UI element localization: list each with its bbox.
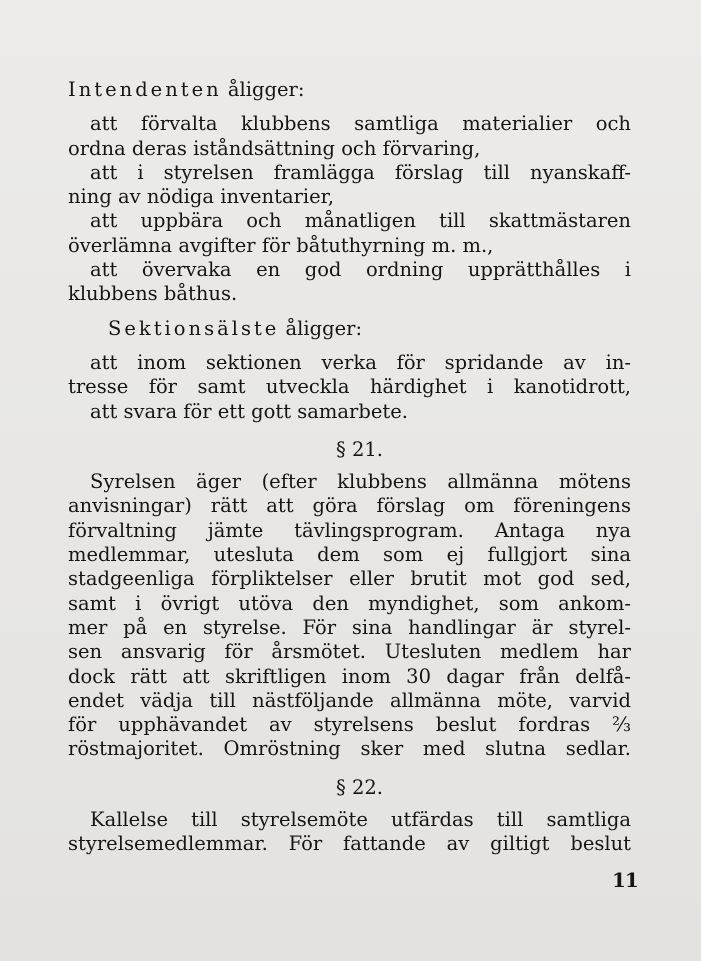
text-line: att uppbära och månatligen till skattmästaren: [90, 209, 631, 233]
text-line: endet vädja till nästföljande allmänna möte, varvid: [68, 688, 631, 712]
text-line: att i styrelsen framlägga förslag till nyanskaff-: [90, 160, 631, 184]
section-heading: § 21.: [336, 437, 383, 461]
text-line: för upphävandet av styrelsens beslut fordras ⅔: [68, 713, 631, 737]
text-line: mer på en styrelse. För sina handlingar är styrel-: [68, 615, 631, 639]
intendent-heading: Intendenten åligger:: [68, 78, 305, 101]
text-line: medlemmar, utesluta dem som ej fullgjort sina: [68, 543, 631, 567]
text-line: att svara för ett gott samarbete.: [90, 399, 408, 423]
text-line: dock rätt att skriftligen inom 30 dagar från delfå-: [68, 664, 631, 688]
text-line: att övervaka en god ordning upprätthålles i: [90, 258, 631, 282]
text-line: ordna deras iståndsättning och förvaring,: [68, 136, 481, 160]
text-line: klubbens båthus.: [68, 282, 238, 306]
text-line: förvaltning jämte tävlingsprogram. Antaga nya: [68, 518, 631, 542]
page-number: 11: [612, 868, 638, 892]
text-line: samt i övrigt utöva den myndighet, som ankom-: [68, 591, 631, 615]
text-line: röstmajoritet. Omröstning sker med slutna sedlar.: [68, 737, 631, 761]
text-line: Syrelsen äger (efter klubbens allmänna mötens: [90, 470, 631, 494]
sektion-heading: Sektionsälste åligger:: [108, 316, 363, 340]
text-line: anvisningar) rätt att göra förslag om föreningens: [68, 494, 631, 518]
text-line: sen ansvarig för årsmötet. Utesluten medlem har: [68, 640, 631, 664]
text-line: att förvalta klubbens samtliga materialier och: [90, 112, 631, 136]
text-line: styrelsemedlemmar. För fattande av giltigt beslut: [68, 832, 631, 856]
text-line: överlämna avgifter för båtuthyrning m. m.,: [68, 233, 494, 257]
text-line: stadgeenliga förpliktelser eller brutit mot god sed,: [68, 567, 631, 591]
text-line: ning av nödiga inventarier,: [68, 185, 335, 209]
section-heading: § 22.: [336, 775, 383, 799]
text-line: tresse för samt utveckla härdighet i kanotidrott,: [68, 375, 631, 399]
text-line: att inom sektionen verka för spridande av in-: [90, 350, 631, 374]
text-line: Kallelse till styrelsemöte utfärdas till samtliga: [90, 808, 631, 832]
document-body: [68, 78, 631, 857]
